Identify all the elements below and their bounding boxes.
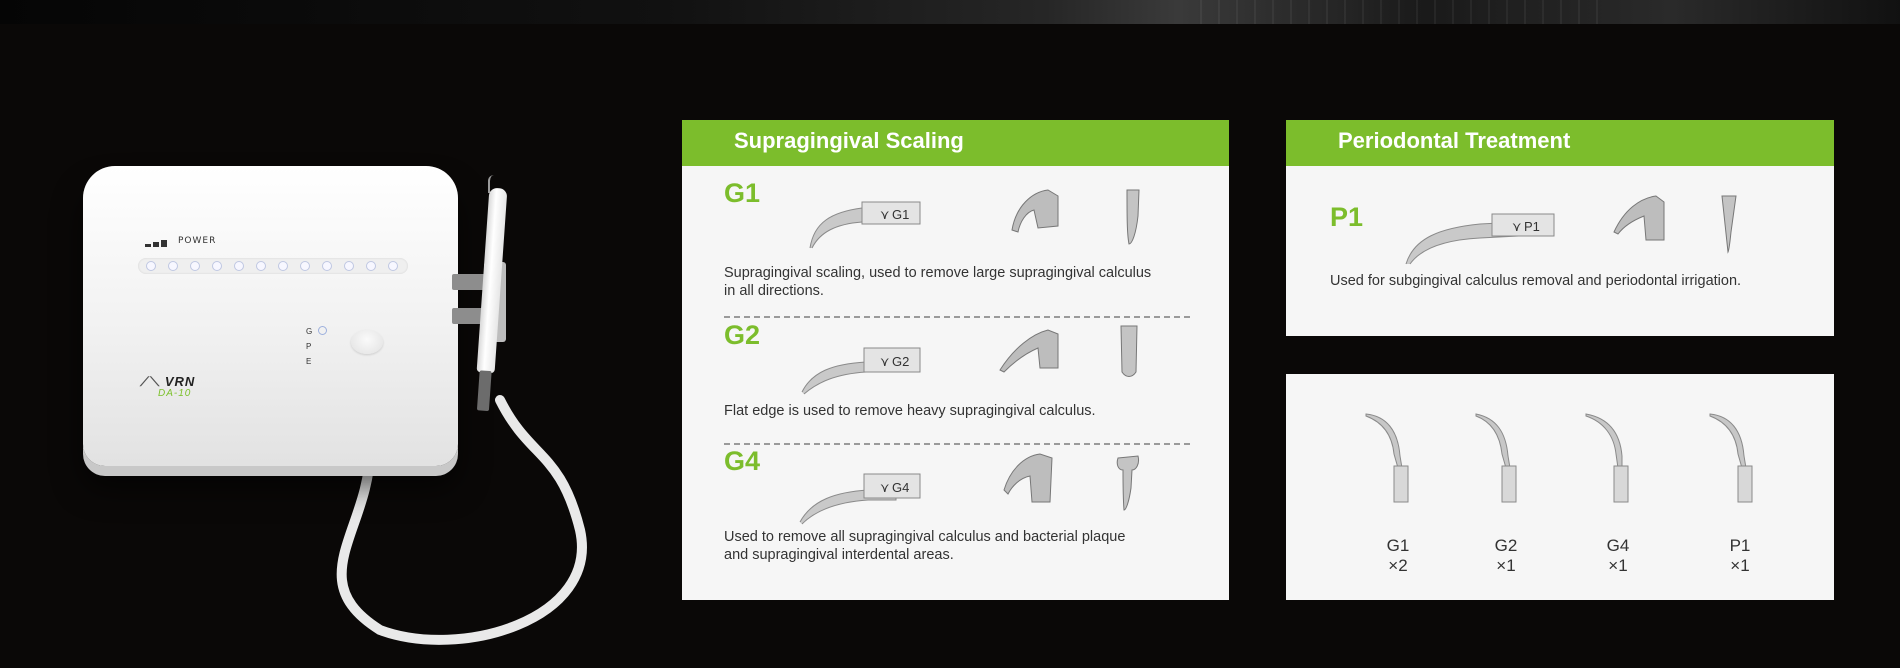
svg-text:⋎: ⋎ [880, 354, 890, 369]
power-led-row [138, 258, 408, 274]
mode-letter: P [306, 342, 312, 351]
tip-code-g1: G1 [724, 178, 761, 208]
tip-code-g2: G2 [724, 320, 761, 350]
svg-text:⋎: ⋎ [880, 480, 890, 495]
tip-quantity: ×1 [1496, 556, 1516, 575]
p1-tip-front-image [1610, 192, 1672, 246]
tip-quantity: ×1 [1608, 556, 1628, 575]
g2-tip-image [1474, 412, 1524, 504]
g1-tip-side-image [802, 182, 922, 252]
svg-text:⋎: ⋎ [1512, 219, 1522, 234]
g2-tip-label: G2 [892, 354, 910, 369]
g4-description: Used to remove all supragingival calculus and bacterial plaque and supragingival interdental areas. [724, 529, 1126, 563]
scaler-unit-body [83, 166, 458, 466]
g4-tip-image [1584, 412, 1634, 504]
panel-title: Supragingival Scaling [682, 120, 1229, 166]
g4-tip-side-image [796, 456, 922, 526]
model-label: DA-10 [158, 388, 192, 399]
p1-tip-end-image [1714, 192, 1744, 256]
g2-tip-end-image [1114, 322, 1144, 384]
mode-letter: G [306, 327, 313, 336]
p1-tip-label: P1 [1524, 219, 1540, 234]
g4-tip-label: G4 [892, 480, 910, 495]
g4-tip-front-image [1000, 450, 1062, 506]
divider [724, 443, 1190, 445]
control-knob [351, 330, 383, 354]
g1-description: Supragingival scaling, used to remove large supragingival calculus in all directions. [724, 265, 1152, 299]
supragingival-scaling-panel [682, 120, 1229, 600]
mode-led [318, 326, 327, 335]
panel-title: Periodontal Treatment [1286, 120, 1834, 166]
power-level-icon [145, 239, 173, 247]
g2-tip-front-image [998, 326, 1064, 376]
mode-letter: E [306, 357, 312, 366]
tip-name: G1 [1386, 536, 1410, 555]
brand-logo: ⟋⟍ VRN [140, 374, 196, 389]
included-tips-panel [1286, 374, 1834, 600]
top-banner-strip [0, 0, 1900, 24]
svg-text:⋎: ⋎ [880, 207, 890, 222]
periodontal-treatment-panel [1286, 120, 1834, 336]
tip-code-p1: P1 [1330, 202, 1364, 232]
power-label: POWER [178, 236, 217, 246]
p1-description: Used for subgingival calculus removal and periodontal irrigation. [1330, 273, 1742, 289]
mode-indicators [306, 324, 312, 369]
tip-name: G4 [1606, 536, 1630, 555]
g1-tip-image [1364, 412, 1414, 504]
g2-description: Flat edge is used to remove heavy supragingival calculus. [724, 403, 1096, 419]
g1-tip-front-image [1008, 186, 1068, 236]
divider [724, 316, 1190, 318]
g2-tip-side-image [796, 330, 922, 400]
p1-tip-image [1708, 412, 1758, 504]
tip-code-g4: G4 [724, 446, 761, 476]
tip-quantity: ×1 [1730, 556, 1750, 575]
p1-tip-side-image [1400, 200, 1560, 266]
g1-tip-label: G1 [892, 207, 910, 222]
tip-quantity: ×2 [1388, 556, 1408, 575]
scaler-device-image [60, 150, 620, 650]
g4-tip-end-image [1112, 452, 1146, 516]
tip-name: G2 [1494, 536, 1518, 555]
tip-name: P1 [1729, 536, 1751, 555]
g1-tip-end-image [1118, 186, 1148, 248]
